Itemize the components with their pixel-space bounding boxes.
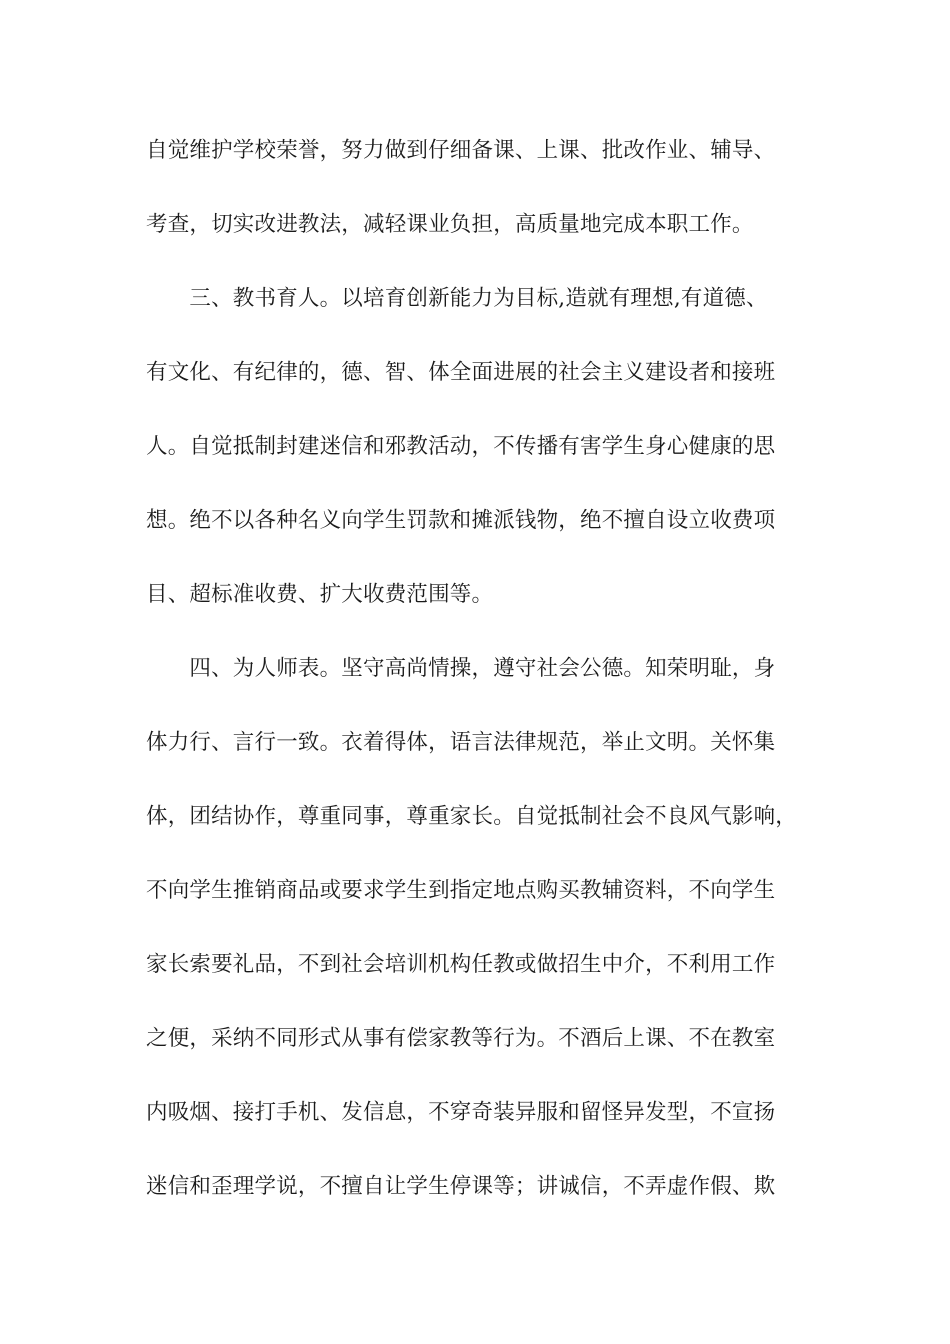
text-line: 想。绝不以各种名义向学生罚款和摊派钱物，绝不擅自设立收费项 <box>146 508 776 533</box>
text-line: 之便，采纳不同形式从事有偿家教等行为。不酒后上课、不在教室 <box>146 1026 776 1051</box>
text-line: 迷信和歪理学说，不擅自让学生停课等；讲诚信，不弄虚作假、欺 <box>146 1174 776 1199</box>
text-line: 有文化、有纪律的，德、智、体全面进展的社会主义建设者和接班 <box>146 360 776 385</box>
text-line: 考查，切实改进教法，减轻课业负担，高质量地完成本职工作。 <box>146 212 754 237</box>
text-line: 内吸烟、接打手机、发信息，不穿奇装异服和留怪异发型，不宣扬 <box>146 1100 776 1125</box>
text-line: 家长索要礼品，不到社会培训机构任教或做招生中介，不利用工作 <box>146 952 776 977</box>
text-line: 自觉维护学校荣誉，努力做到仔细备课、上课、批改作业、辅导、 <box>146 138 776 163</box>
text-line: 体力行、言行一致。衣着得体，语言法律规范，举止文明。关怀集 <box>146 730 776 755</box>
text-line: 目、超标准收费、扩大收费范围等。 <box>146 582 494 607</box>
text-line: 人。自觉抵制封建迷信和邪教活动，不传播有害学生身心健康的思 <box>146 434 776 459</box>
paragraph-three-heading-line: 三、教书育人。以培育创新能力为目标,造就有理想,有道德、 <box>146 286 768 311</box>
paragraph-four-heading-line: 四、为人师表。坚守高尚情操，遵守社会公德。知荣明耻，身 <box>146 656 776 681</box>
text-line: 不向学生推销商品或要求学生到指定地点购买教辅资料，不向学生 <box>146 878 776 903</box>
text-line: 体，团结协作，尊重同事，尊重家长。自觉抵制社会不良风气影响， <box>146 804 798 829</box>
